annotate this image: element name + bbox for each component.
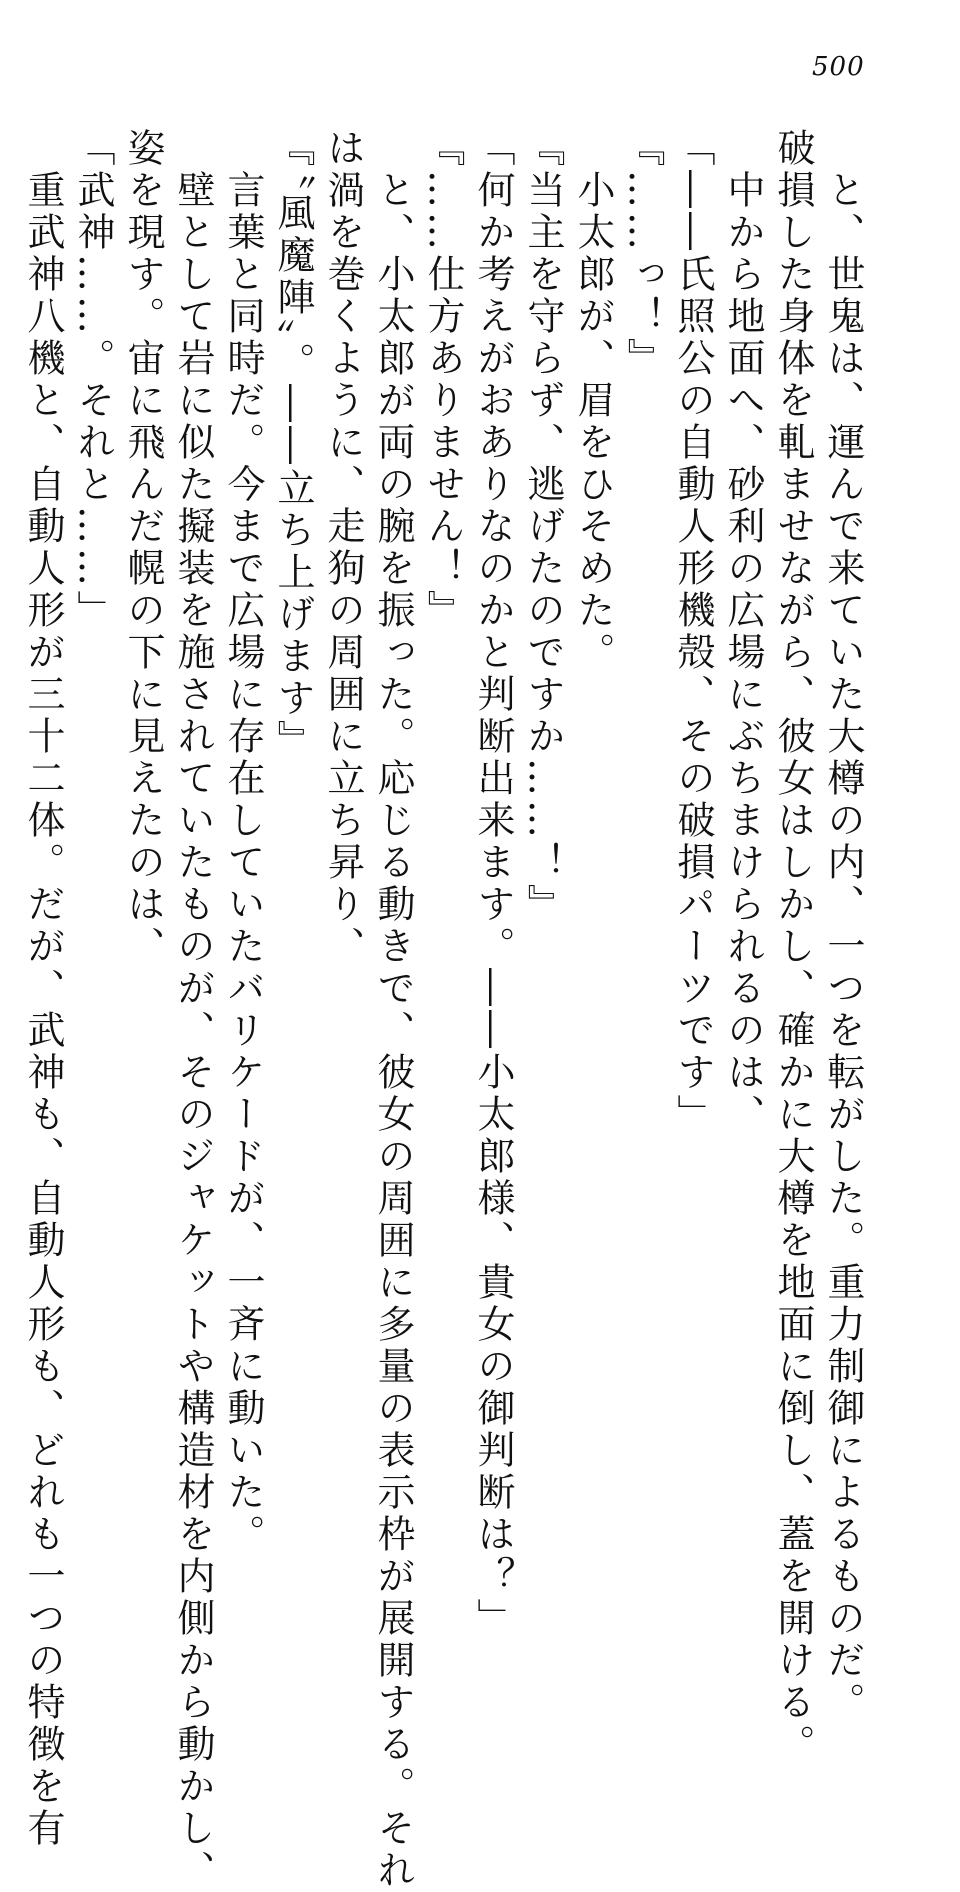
text-line: 「――氏照公の自動人形機殻、その破損パーツです」: [671, 128, 715, 1136]
text-line: 小太郎が、眉をひそめた。: [571, 128, 615, 674]
text-line: は渦を巻くように、走狗の周囲に立ち昇り、: [321, 128, 365, 968]
text-line: 『当主を守らず、逃げたのですか……！』: [521, 128, 565, 926]
page-number: 500: [812, 52, 865, 82]
text-line: 『〝風魔陣〟。――立ち上げます』: [271, 128, 315, 762]
novel-text-body: [18, 128, 868, 1892]
text-line: 姿を現す。宙に飛んだ幌の下に見えたのは、: [121, 128, 165, 968]
text-line: 重武神八機と、自動人形が三十二体。だが、武神も、自動人形も、どれも一つの特徴を有: [21, 128, 65, 1850]
text-line: と、小太郎が両の腕を振った。応じる動きで、彼女の周囲に多量の表示枠が展開する。それ: [371, 128, 415, 1892]
text-line: 破損した身体を軋ませながら、彼女はしかし、確かに大樽を地面に倒し、蓋を開ける。: [771, 128, 815, 1766]
text-line: 「武神……。それと……」: [71, 128, 115, 632]
text-line: 「何か考えがおありなのかと判断出来ます。――小太郎様、貴女の御判断は？」: [471, 128, 515, 1640]
text-line: 『……仕方ありません！』: [421, 128, 465, 632]
text-line: 『……っ！』: [621, 128, 665, 380]
text-line: 言葉と同時だ。今まで広場に存在していたバリケードが、一斉に動いた。: [221, 128, 265, 1556]
text-line: 壁として岩に似た擬装を施されていたものが、そのジャケットや構造材を内側から動かし、: [171, 128, 215, 1892]
text-line: と、世鬼は、運んで来ていた大樽の内、一つを転がした。重力制御によるものだ。: [821, 128, 865, 1724]
text-line: 中から地面へ、砂利の広場にぶちまけられるのは、: [721, 128, 765, 1136]
